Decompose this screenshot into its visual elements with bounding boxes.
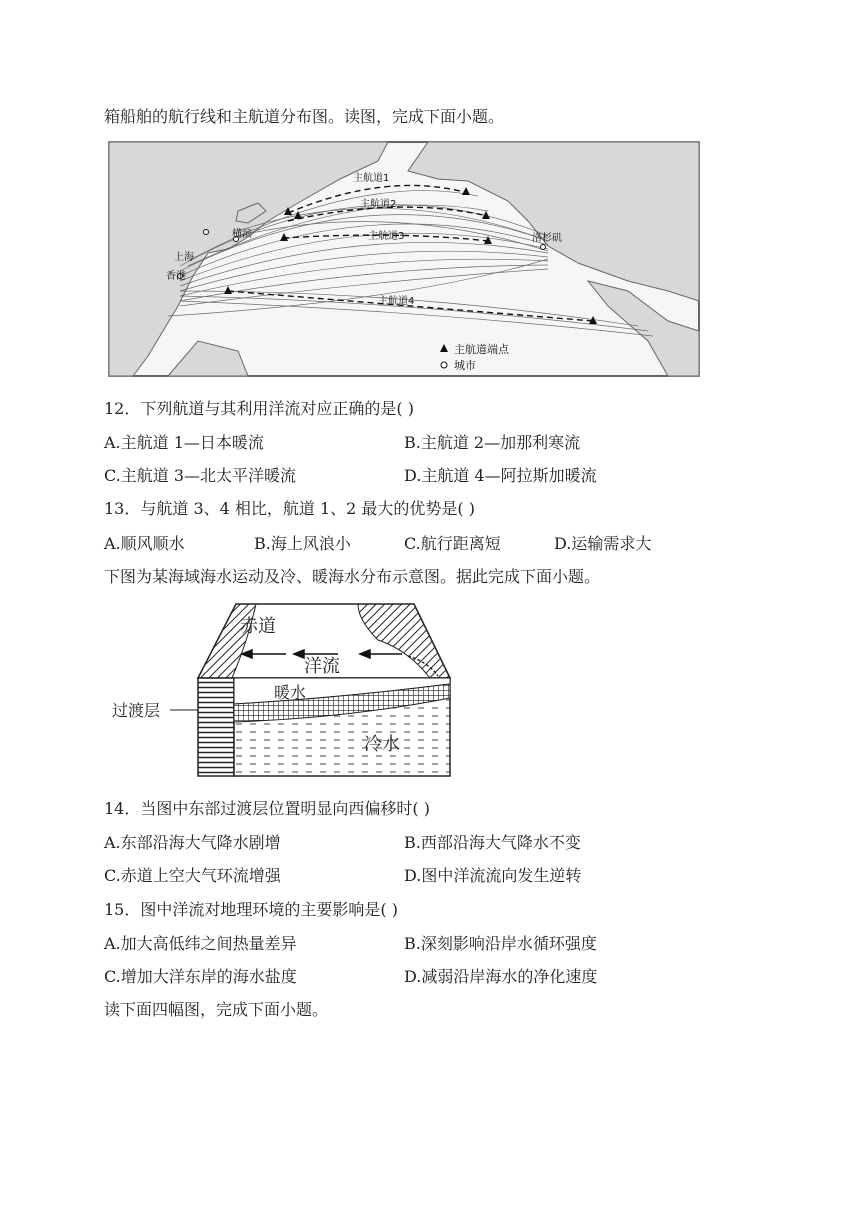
question-12-stem: 12．下列航道与其利用洋流对应正确的是( ) xyxy=(104,399,414,418)
legend-endpoint: 主航道端点 xyxy=(454,343,509,356)
question-14-stem: 14．当图中东部过渡层位置明显向西偏移时( ) xyxy=(104,799,430,818)
cold-water-label: 冷水 xyxy=(364,734,400,755)
route-label-2: 主航道2 xyxy=(360,199,397,210)
question-14-option-c: C.赤道上空大气环流增强 xyxy=(104,866,281,885)
question-14-option-d: D.图中洋流流向发生逆转 xyxy=(404,866,582,885)
legend-city: 城市 xyxy=(454,359,476,372)
equator-label: 赤道 xyxy=(240,616,276,637)
warm-water-label: 暖水 xyxy=(274,683,307,702)
question-13-stem: 13．与航道 3、4 相比，航道 1、2 最大的优势是( ) xyxy=(104,499,475,518)
question-13-option-a: A.顺风顺水 xyxy=(104,534,185,553)
shipping-route-map xyxy=(108,141,700,377)
route-label-4: 主航道4 xyxy=(378,296,415,307)
city-label-losangeles: 洛杉矶 xyxy=(532,233,562,244)
question-13-option-b: B.海上风浪小 xyxy=(254,534,351,553)
city-label-hongkong: 香港 xyxy=(166,271,186,282)
question-14-option-a: A.东部沿海大气降水剧增 xyxy=(104,833,281,852)
city-label-yokohama: 横滨 xyxy=(232,229,252,240)
intro-text-2: 下图为某海域海水运动及冷、暖海水分布示意图。据此完成下面小题。 xyxy=(104,567,601,586)
question-13-option-c: C.航行距离短 xyxy=(404,534,501,553)
route-label-3: 主航道3 xyxy=(368,231,405,242)
question-15-option-b: B.深刻影响沿岸水循环强度 xyxy=(404,934,597,953)
intro-text-1: 箱船舶的航行线和主航道分布图。读图，完成下面小题。 xyxy=(104,107,505,126)
transition-layer-label: 过渡层 xyxy=(112,701,161,720)
question-12-option-b: B.主航道 2—加那利寒流 xyxy=(404,433,581,452)
intro-text-3: 读下面四幅图，完成下面小题。 xyxy=(104,1000,329,1019)
legend-circle-icon xyxy=(441,362,447,368)
question-15-stem: 15．图中洋流对地理环境的主要影响是( ) xyxy=(104,900,398,919)
question-15-option-a: A.加大高低纬之间热量差异 xyxy=(104,934,297,953)
question-12-option-d: D.主航道 4—阿拉斯加暖流 xyxy=(404,466,597,485)
route-label-1: 主航道1 xyxy=(353,173,390,184)
ocean-current-diagram xyxy=(108,600,458,780)
current-label: 洋流 xyxy=(304,656,340,677)
question-12-option-c: C.主航道 3—北太平洋暖流 xyxy=(104,466,297,485)
question-15-option-c: C.增加大洋东岸的海水盐度 xyxy=(104,967,297,986)
question-12-option-a: A.主航道 1—日本暖流 xyxy=(104,433,264,452)
city-label-shanghai: 上海 xyxy=(174,252,194,263)
question-14-option-b: B.西部沿海大气降水不变 xyxy=(404,833,581,852)
question-15-option-d: D.减弱沿岸海水的净化速度 xyxy=(404,967,598,986)
question-13-option-d: D.运输需求大 xyxy=(554,534,652,553)
